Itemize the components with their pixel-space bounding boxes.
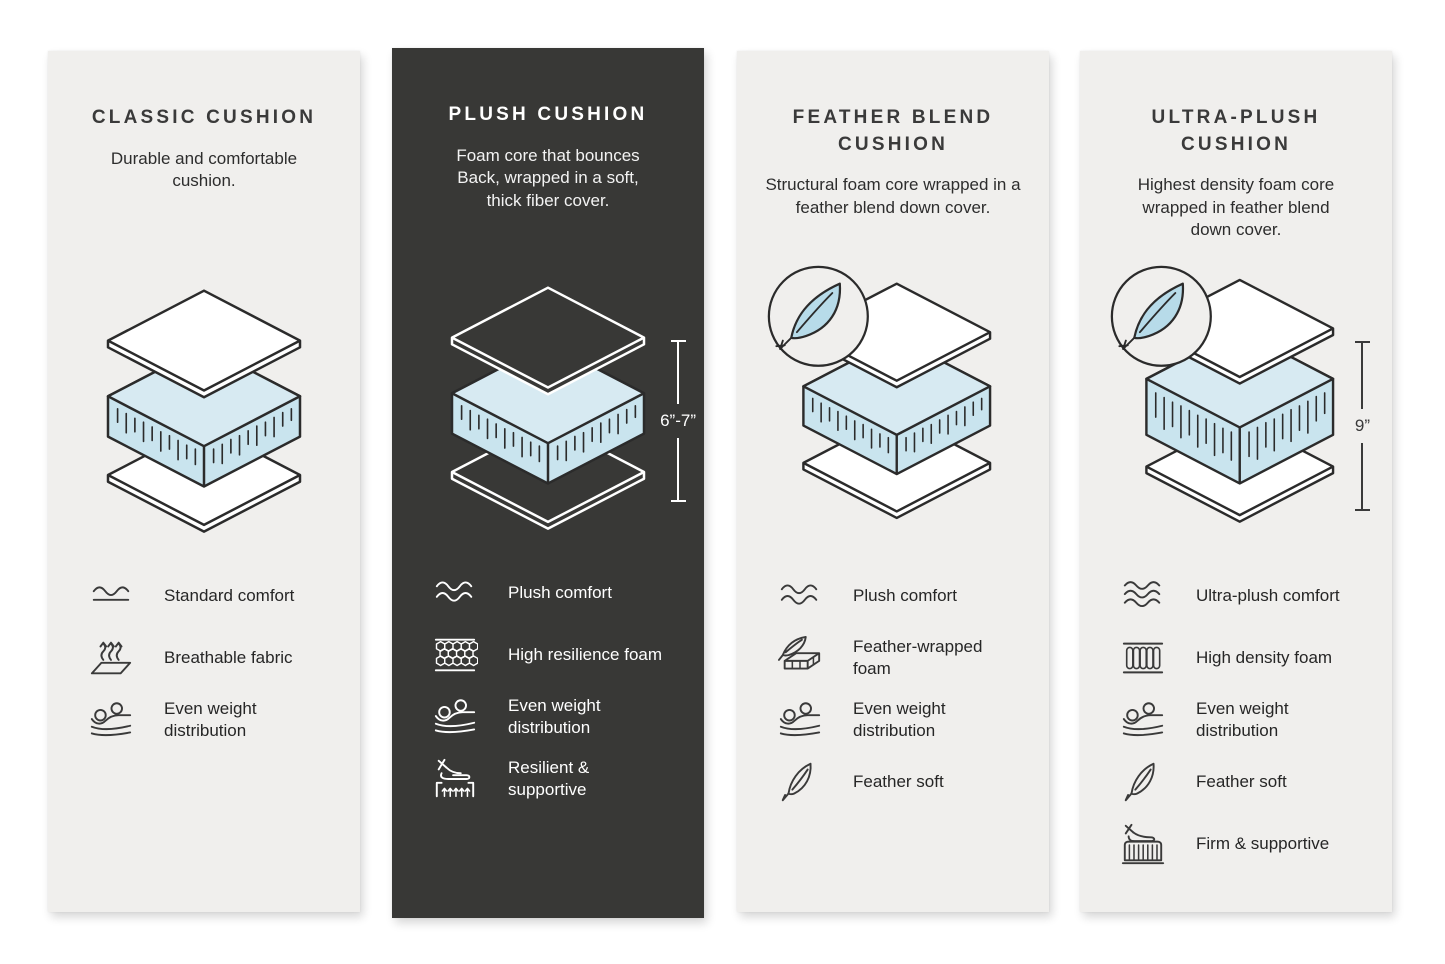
- measure-line: [677, 342, 679, 404]
- even-weight-icon: [1120, 697, 1166, 743]
- even-weight-icon: [432, 694, 478, 740]
- panel-title: CLASSIC CUSHION: [91, 107, 317, 128]
- feature-label: Even weight distribution: [1196, 699, 1289, 740]
- feature-row: [88, 635, 360, 681]
- height-measurement: [1355, 341, 1370, 511]
- feature-row: [1120, 821, 1392, 867]
- panel-header: [1080, 51, 1392, 265]
- panel-description: Durable and comfortable cushion.: [110, 148, 298, 191]
- panel-plush-cushion: [392, 48, 704, 918]
- feature-label: Plush comfort: [853, 586, 957, 606]
- firm-supportive-icon: [1120, 821, 1166, 867]
- panel-header: [392, 48, 704, 262]
- feature-label: High resilience foam: [508, 645, 663, 665]
- feature-row: [1120, 573, 1392, 619]
- cushion-layers-illustration: [428, 280, 668, 535]
- feature-row: [88, 573, 360, 619]
- even-weight-icon: [777, 697, 823, 743]
- feature-label: Breathable fabric: [164, 648, 293, 668]
- wave-single-icon: [88, 573, 134, 619]
- height-value: 6”-7”: [660, 411, 696, 430]
- panel-header: [737, 51, 1049, 265]
- measure-cap-bottom: [671, 500, 686, 502]
- panel-classic-cushion: [48, 51, 360, 912]
- feature-list: [1120, 573, 1392, 867]
- feature-label: Standard comfort: [164, 586, 295, 606]
- wave-double-icon: [432, 570, 478, 616]
- feather-icon: [1120, 759, 1166, 805]
- feather-badge-icon: [1112, 267, 1211, 366]
- feature-row: [88, 697, 360, 743]
- feather-icon: [777, 759, 823, 805]
- illustration-area: [1080, 265, 1392, 545]
- panel-description: Structural foam core wrapped in a feather blend down cover.: [765, 175, 1021, 217]
- feature-row: [1120, 759, 1392, 805]
- feature-label: Even weight distribution: [164, 699, 257, 740]
- resilient-supportive-icon: [432, 756, 478, 802]
- feature-label: Even weight distribution: [853, 699, 946, 740]
- feature-row: [432, 756, 704, 802]
- even-weight-icon: [88, 697, 134, 743]
- feature-label: Ultra-plush comfort: [1196, 586, 1340, 606]
- measure-line: [1361, 343, 1363, 409]
- feature-list: [432, 570, 704, 802]
- feature-label: Feather soft: [853, 772, 944, 792]
- feather-wrapped-foam-icon: [777, 635, 823, 681]
- measure-line: [1361, 443, 1363, 509]
- height-value: 9”: [1354, 416, 1370, 435]
- panel-description: Foam core that bounces Back, wrapped in a soft, thick fiber cover.: [456, 145, 640, 210]
- wave-triple-icon: [1120, 573, 1166, 619]
- measure-line: [677, 438, 679, 500]
- feature-row: [777, 759, 1049, 805]
- feature-label: Resilient & supportive: [508, 758, 590, 799]
- panel-description: Highest density foam core wrapped in feather blend down cover.: [1137, 175, 1335, 240]
- cushion-layers-illustration: [84, 283, 324, 538]
- panel-ultra-plush-cushion: [1080, 51, 1392, 912]
- feature-list: [88, 573, 360, 743]
- feature-row: [1120, 635, 1392, 681]
- illustration-area: [48, 265, 360, 545]
- panel-title: PLUSH CUSHION: [448, 104, 648, 125]
- feature-label: High density foam: [1196, 648, 1333, 668]
- height-measurement: [660, 340, 696, 502]
- high-density-foam-icon: [1120, 635, 1166, 681]
- measure-cap-bottom: [1355, 509, 1370, 511]
- feather-badge-icon: [769, 267, 868, 366]
- feature-row: [777, 697, 1049, 743]
- feature-row: [432, 694, 704, 740]
- feature-list: [777, 573, 1049, 805]
- feature-row: [1120, 697, 1392, 743]
- wave-double-icon: [777, 573, 823, 619]
- panel-feather-blend-cushion: [737, 51, 1049, 912]
- feature-row: [432, 570, 704, 616]
- panel-title: FEATHER BLEND CUSHION: [792, 107, 994, 155]
- cushion-layers-illustration: [1110, 265, 1362, 528]
- feature-row: [432, 632, 704, 678]
- feature-row: [777, 635, 1049, 681]
- illustration-area: [392, 262, 704, 542]
- feature-label: Plush comfort: [508, 583, 612, 603]
- feature-label: Firm & supportive: [1196, 834, 1330, 854]
- feature-label: Feather soft: [1196, 772, 1287, 792]
- feature-label: Even weight distribution: [508, 696, 601, 737]
- feature-row: [777, 573, 1049, 619]
- illustration-area: [737, 265, 1049, 545]
- breathable-fabric-icon: [88, 635, 134, 681]
- panel-header: [48, 51, 360, 265]
- feature-label: Feather-wrapped foam: [853, 637, 983, 678]
- honeycomb-foam-icon: [432, 632, 478, 678]
- panel-title: ULTRA-PLUSH CUSHION: [1151, 107, 1321, 155]
- cushion-layers-illustration: [767, 265, 1019, 523]
